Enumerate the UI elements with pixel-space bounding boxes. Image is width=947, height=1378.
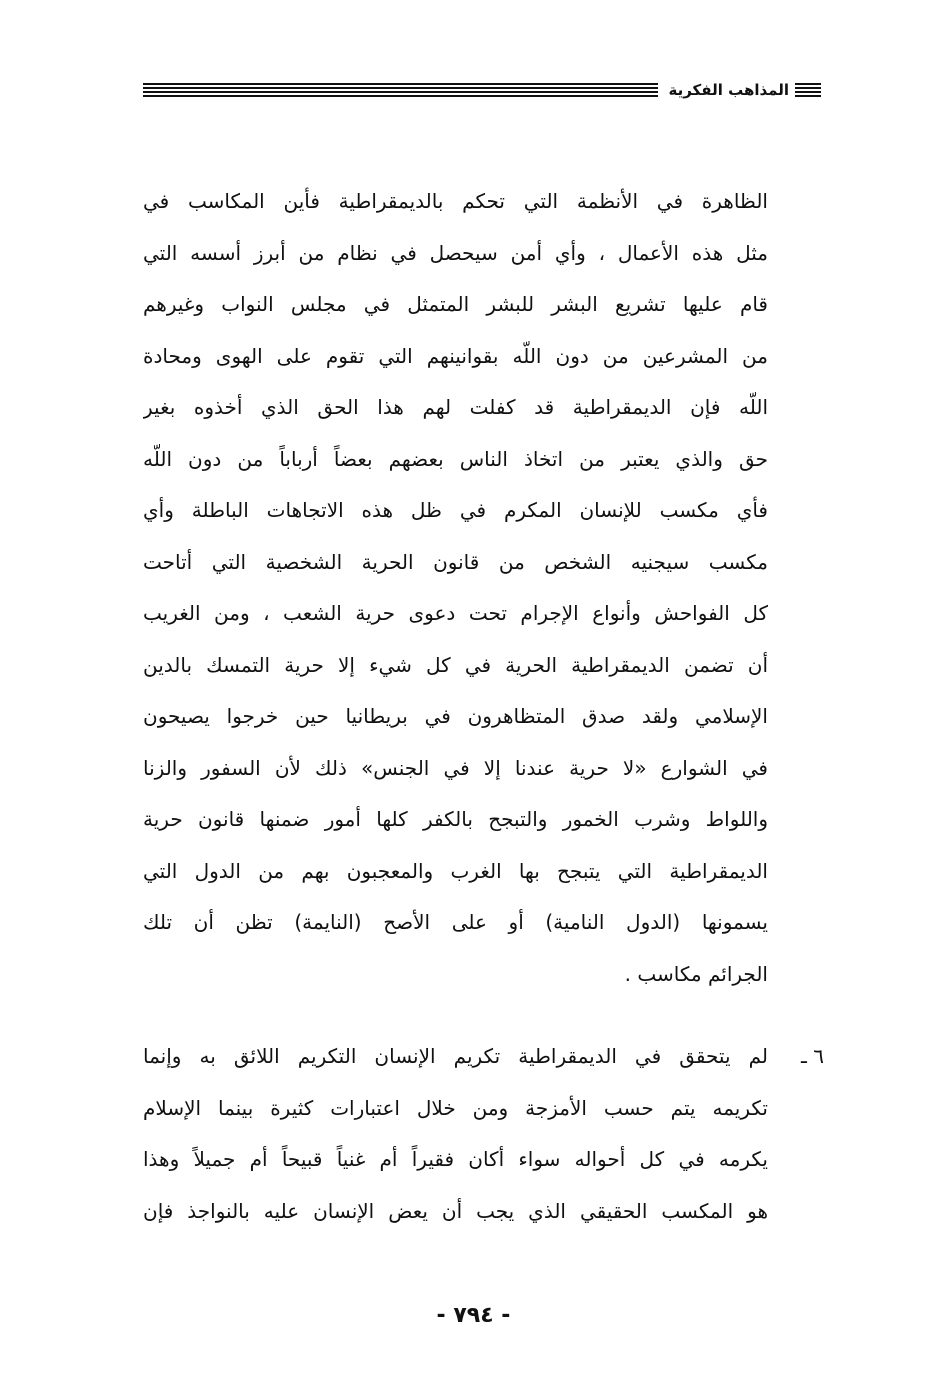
page-number: - ٧٩٤ -	[436, 1303, 511, 1328]
header-rule-right	[795, 83, 821, 99]
body-line: يسمونها (الدول النامية) أو على الأصح (النايمة) تظن أن تلك	[143, 910, 768, 934]
body-line: قام عليها تشريع البشر للبشر المتمثل في مجلس النواب وغيرهم	[143, 292, 768, 316]
item-line: تكريمه يتم حسب الأمزجة ومن خلال اعتبارات كثيرة بينما الإسلام	[143, 1095, 768, 1120]
body-line: واللواط وشرب الخمور والتبجح بالكفر كلها أمور ضمنها قانون حرية	[143, 807, 768, 831]
body-line: فأي مكسب للإنسان المكرم في ظل هذه الاتجاهات الباطلة وأي	[143, 498, 768, 522]
item-number: ٦ ـ	[801, 1044, 824, 1068]
body-line: الجرائم مكاسب .	[624, 961, 768, 986]
header-title: المذاهب الفكرية	[668, 81, 789, 99]
body-line: الظاهرة في الأنظمة التي تحكم بالديمقراطية فأين المكاسب في	[143, 189, 768, 213]
body-line: مثل هذه الأعمال ، وأي أمن سيحصل في نظام من أبرز أسسه التي	[143, 240, 768, 265]
body-line: الديمقراطية التي يتبجح بها الغرب والمعجبون بهم من الدول التي	[143, 858, 768, 883]
item-line: هو المكسب الحقيقي الذي يجب أن يعض الإنسان عليه بالنواجذ فإن	[143, 1198, 768, 1223]
body-paragraph	[143, 176, 768, 1000]
body-line: كل الفواحش وأنواع الإجرام تحت دعوى حرية الشعب ، ومن الغريب	[143, 601, 768, 625]
body-line: مكسب سيجنيه الشخص من قانون الحرية الشخصية التي أتاحت	[143, 549, 768, 574]
item-line: يكرمه في كل أحواله سواء أكان فقيراً أم غنياً قبيحاً أم جميلاً وهذا	[143, 1147, 768, 1171]
body-line: اللّه فإن الديمقراطية قد كفلت لهم هذا الحق الذي أخذوه بغير	[143, 395, 768, 419]
body-line: أن تضمن الديمقراطية الحرية في كل شيء إلا حرية التمسك بالدين	[143, 652, 768, 677]
running-header	[143, 78, 821, 102]
body-line: حق والذي يعتبر من اتخاذ الناس بعضهم بعضاً أرباباً من دون اللّه	[143, 446, 768, 471]
header-rule-left	[143, 83, 658, 99]
body-line: من المشرعين من دون اللّه بقوانينهم التي تقوم على الهوى ومحادة	[143, 343, 768, 368]
body-line: الإسلامي ولقد صدق المتظاهرون في بريطانيا حين خرجوا يصيحون	[143, 704, 768, 728]
body-line: في الشوارع «لا حرية عندنا إلا في الجنس» ذلك لأن السفور والزنا	[143, 755, 768, 780]
item-line: لم يتحقق في الديمقراطية تكريم الإنسان التكريم اللائق به وإنما	[143, 1044, 768, 1068]
item-text	[143, 1031, 768, 1237]
